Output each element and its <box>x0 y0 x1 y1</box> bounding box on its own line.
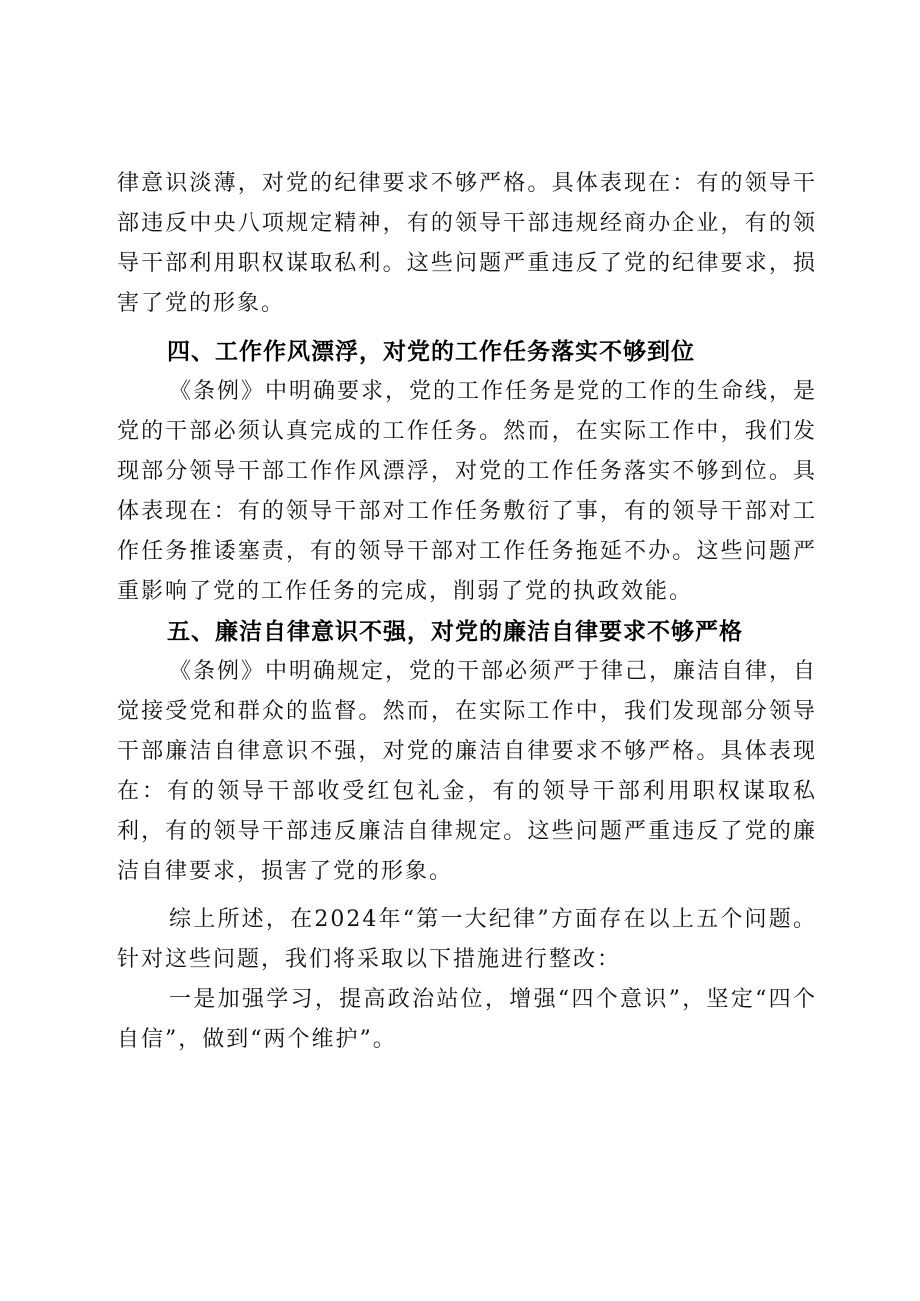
paragraph-summary: 综上所述，在2024年“第一大纪律”方面存在以上五个问题。针对这些问题，我们将采取以下措施进行整改： <box>117 907 817 972</box>
section-heading-5: 五、廉洁自律意识不强，对党的廉洁自律要求不够严格 <box>167 619 743 645</box>
paragraph-continued: 律意识淡薄，对党的纪律要求不够严格。具体表现在：有的领导干部违反中央八项规定精神，有的领导干部违规经商办企业，有的领导干部利用职权谋取私利。这些问题严重违反了党的纪律要求，损害了党的形象。 <box>117 171 817 316</box>
paragraph-measure-1: 一是加强学习，提高政治站位，增强“四个意识”，坚定“四个自信”，做到“两个维护”。 <box>117 987 817 1052</box>
paragraph-section-4: 《条例》中明确要求，党的工作任务是党的工作的生命线，是党的干部必须认真完成的工作任务。然而，在实际工作中，我们发现部分领导干部工作作风漂浮，对党的工作任务落实不够到位。具体表现在：有的领导干部对工作任务敷衍了事，有的领导干部对工作任务推诿塞责，有的领导干部对工作任务拖延不办。这些问题严重影响了党的工作任务的完成，削弱了党的执政效能。 <box>117 379 818 604</box>
section-heading-4: 四、工作作风漂浮，对党的工作任务落实不够到位 <box>167 339 695 365</box>
document-body <box>117 164 817 1060</box>
paragraph-section-5: 《条例》中明确规定，党的干部必须严于律己，廉洁自律，自觉接受党和群众的监督。然而，在实际工作中，我们发现部分领导干部廉洁自律意识不强，对党的廉洁自律要求不够严格。具体表现在：有的领导干部收受红包礼金，有的领导干部利用职权谋取私利，有的领导干部违反廉洁自律规定。这些问题严重违反了党的廉洁自律要求，损害了党的形象。 <box>117 659 818 884</box>
